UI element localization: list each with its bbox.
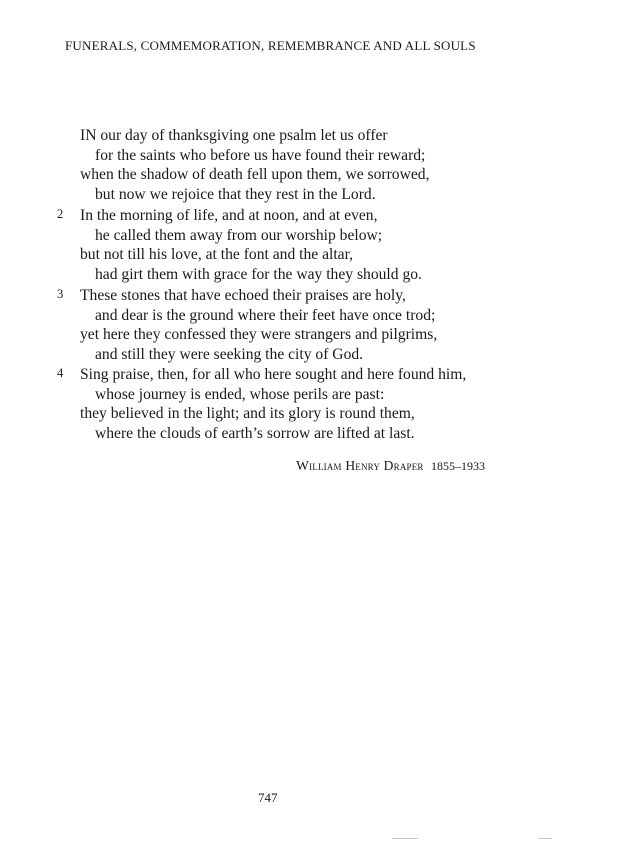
verse-line: These stones that have echoed their praises are holy,: [80, 287, 406, 304]
verse-line: where the clouds of earth’s sorrow are lifted at last.: [95, 424, 415, 442]
verse-4: [0, 365, 600, 443]
verse-number: 3: [57, 287, 64, 301]
author-dates: 1855–1933: [431, 459, 485, 473]
scan-artifact: [538, 838, 552, 839]
verse-3: [0, 286, 600, 364]
verse-line: In the morning of life, and at noon, and at even,: [80, 207, 378, 224]
verse-line: had girt them with grace for the way they should go.: [95, 265, 422, 283]
verse-number: 2: [57, 207, 64, 221]
verse-line: but now we rejoice that they rest in the Lord.: [95, 185, 376, 203]
verse-line: he called them away from our worship below;: [95, 226, 383, 244]
page-number: 747: [258, 790, 278, 805]
attribution: [296, 458, 485, 474]
verse-line: when the shadow of death fell upon them, we sorrowed,: [80, 166, 430, 183]
author-name: William Henry Draper: [296, 458, 424, 473]
running-head: FUNERALS, COMMEMORATION, REMEMBRANCE AND ALL SOULS: [65, 38, 476, 53]
verse-line: they believed in the light; and its glory is round them,: [80, 405, 415, 422]
verse-line: IN our day of thanksgiving one psalm let us offer: [80, 127, 388, 144]
verse-line: yet here they confessed they were strangers and pilgrims,: [80, 326, 438, 343]
verse-line: but not till his love, at the font and the altar,: [80, 246, 354, 263]
verse-line: whose journey is ended, whose perils are past:: [95, 385, 385, 403]
scan-artifact: [392, 838, 418, 839]
verse-line: and still they were seeking the city of God.: [95, 345, 364, 363]
verse-line: and dear is the ground where their feet have once trod;: [95, 306, 436, 324]
verse-line: Sing praise, then, for all who here sought and here found him,: [80, 366, 467, 383]
verse-2: [0, 206, 600, 284]
verse-1: [0, 126, 600, 204]
verse-line: for the saints who before us have found their reward;: [95, 146, 426, 164]
verse-number: 4: [57, 366, 64, 380]
